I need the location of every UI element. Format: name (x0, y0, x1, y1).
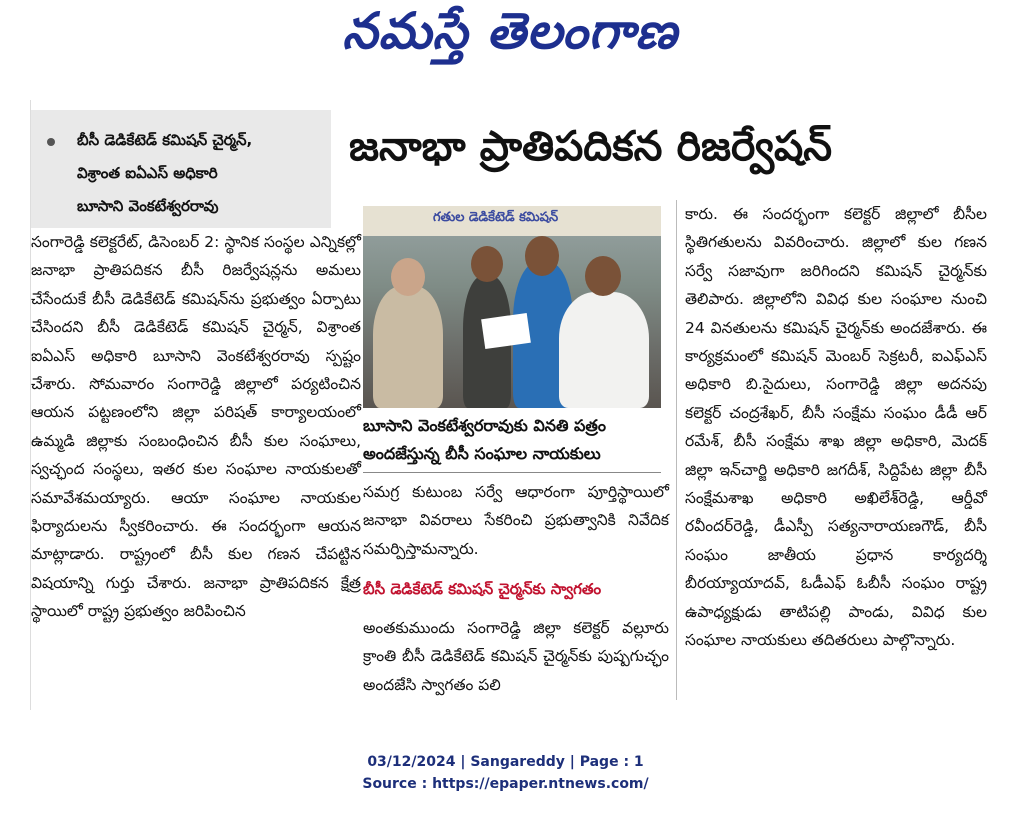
bullet-icon (47, 138, 55, 146)
person-head (585, 256, 621, 296)
person-figure (373, 286, 443, 408)
news-clipping (30, 100, 989, 710)
kicker-box (31, 110, 331, 228)
photo-caption: బూసాని వెంకటేశ్వరరావుకు వినతి పత్రం అందజేస్తున్న బీసీ సంఘాల నాయకులు (363, 412, 661, 473)
article-headline: జనాభా ప్రాతిపదికన రిజర్వేషన్ (349, 122, 833, 170)
person-head (525, 236, 559, 276)
kicker-line-2: విశ్రాంత ఐఏఎస్ అధికారి (77, 164, 218, 182)
kicker-line-1: బీసీ డెడికేటెడ్ కమిషన్ చైర్మన్, (77, 131, 253, 149)
body-text: కారు. ఈ సందర్భంగా కలెక్టర్ జిల్లాలో బీసీల స్థితిగతులను వివరించారు. జిల్లాలో కుల గణన సర్వే సజావుగా జరిగిందని కమిషన్ చైర్మన్‌కు తెలిపారు. జిల్లాలోని వివిధ కుల సంఘాల నుంచి 24 వినతులను కమిషన్ చైర్మన్‌కు అందజేశారు. ఈ కార్యక్రమంలో కమిషన్ మెంబర్ సెక్రటరీ, ఐఎఫ్ఎస్ అధికారి బి.సైదులు, సంగారెడ్డి జిల్లా అదనపు కలెక్టర్ చంద్రశేఖర్, బీసీ సంక్షేమ సంఘం డీడీ ఆర్ రమేశ్, బీసీ సంక్షేమ శాఖ జిల్లా అధికారి, మెదక్ జిల్లా ఇన్‌చార్జి అధికారి జగదీశ్, సిద్దిపేట జిల్లా బీసీ సంక్షేమశాఖ అధికారి అఖిలేశ్‌రెడ్డి, ఆర్డీవో రవీందర్‌రెడ్డి, డీఎస్పీ సత్యనారాయణగౌడ్, బీసీ సంఘం జాతీయ ప్రధాన కార్యదర్శి బీరయ్యాయాదవ్, ఓడీఎఫ్ ఓబీసీ సంఘం రాష్ట్ర ఉపాధ్యక్షుడు తాటిపల్లి పాండు, వివిధ కుల సంఘాల నాయకులు తదితరులు పాల్గొన్నారు. (685, 205, 987, 650)
body-text: అంతకుముందు సంగారెడ్డి జిల్లా కలెక్టర్ వల్లూరు క్రాంతి బీసీ డెడికేటెడ్ కమిషన్ చైర్మన్‌కు పుష్పగుచ్ఛం అందజేసి స్వాగతం పలి (363, 619, 669, 694)
petition-paper (481, 313, 531, 349)
photo-banner-text: గతుల డెడికేటెడ్ కమిషన్ (433, 210, 559, 225)
footer-source-line: Source : https://epaper.ntnews.com/ (362, 776, 649, 792)
article-column-2-cont (363, 614, 669, 699)
article-column-3 (685, 200, 987, 700)
person-figure (559, 292, 649, 408)
column-divider (676, 200, 677, 700)
person-head (471, 246, 503, 282)
news-photo (363, 206, 661, 408)
person-head (391, 258, 425, 296)
footer-date-line: 03/12/2024 | Sangareddy | Page : 1 (367, 754, 644, 770)
article-column-1 (31, 228, 361, 708)
body-text: సంగారెడ్డి కలెక్టరేట్, డిసెంబర్ 2: స్థానిక సంస్థల ఎన్నికల్లో జనాభా ప్రాతిపదికన బీసీ రిజర్వేషన్లను అమలు చేసేందుకే బీసీ డెడికేటెడ్ కమిషన్‌ను ప్రభుత్వం ఏర్పాటు చేసిందని బీసీ డెడికేటెడ్ కమిషన్ చైర్మన్, విశ్రాంత ఐఏఎస్ అధికారి బూసాని వెంకటేశ్వరరావు స్పష్టం చేశారు. సోమవారం సంగారెడ్డి జిల్లాలో పర్యటించిన ఆయన పట్టణంలోని జిల్లా పరిషత్ కార్యాలయంలో ఉమ్మడి జిల్లాకు సంబంధించిన బీసీ కుల సంఘాలు, స్వచ్ఛంద సంస్థలు, ఇతర కుల సంఘాల నాయకులతో సమావేశమయ్యారు. ఆయా సంఘాల నాయకుల ఫిర్యాదులను స్వీకరించారు. ఈ సందర్భంగా ఆయన మాట్లాడారు. రాష్ట్రంలో బీసీ కుల గణన చేపట్టిన విషయాన్ని గుర్తు చేశారు. జనాభా ప్రాతిపదికన క్షేత్ర స్థాయిలో రాష్ట్ర ప్రభుత్వం జరిపించిన (31, 233, 361, 621)
article-subhead: బీసీ డెడికేటెడ్ కమిషన్ చైర్మన్‌కు స్వాగతం (363, 580, 602, 598)
masthead-logo: నమస్తే తెలంగాణ (342, 1, 678, 60)
body-text: సమగ్ర కుటుంబ సర్వే ఆధారంగా పూర్తిస్థాయిలో జనాభా వివరాలు సేకరించి ప్రభుత్వానికి నివేదిక సమర్పిస్తామన్నారు. (363, 483, 669, 558)
article-column-2 (363, 478, 669, 563)
kicker-line-3: బూసాని వెంకటేశ్వరరావు (77, 197, 219, 215)
